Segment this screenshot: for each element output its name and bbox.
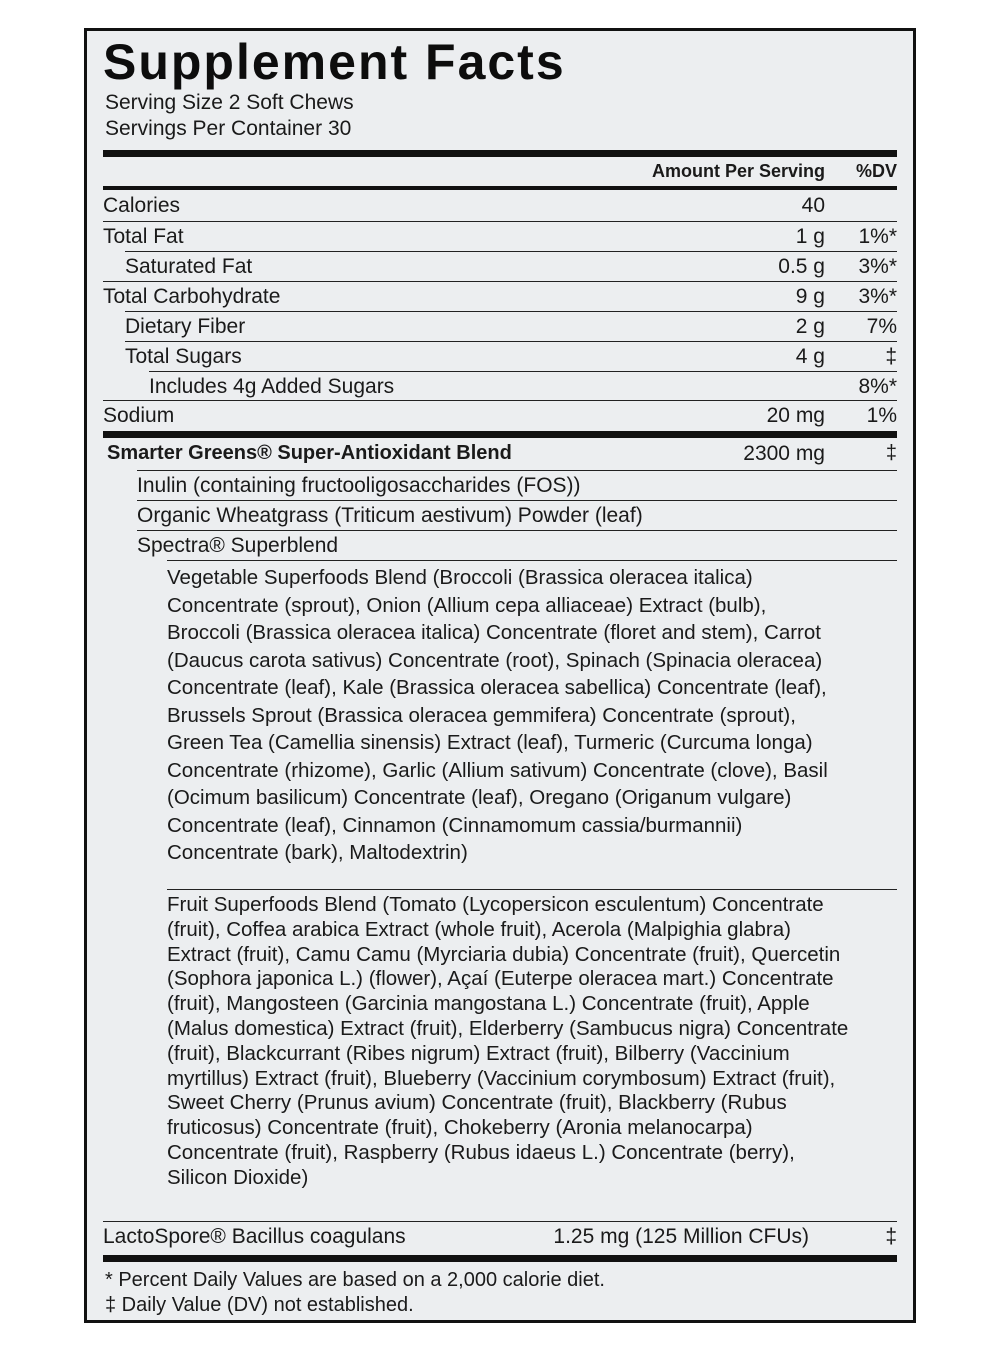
servings-per-container: Servings Per Container 30 xyxy=(105,117,352,140)
amount-per-serving-header: Amount Per Serving xyxy=(651,161,825,181)
nutrient-row-sodium xyxy=(103,400,897,430)
dv-header: %DV xyxy=(855,161,897,181)
nutrient-dv: 1%* xyxy=(858,225,897,248)
blend-item-label: Inulin (containing fructooligosaccharides (FOS)) xyxy=(137,474,581,497)
nutrient-label: Total Carbohydrate xyxy=(103,285,281,308)
nutrient-row-dietary-fiber xyxy=(125,311,897,341)
thick-divider xyxy=(103,1255,897,1262)
panel-title: Supplement Facts xyxy=(103,34,566,90)
lactospore-label: LactoSpore® Bacillus coagulans xyxy=(103,1225,406,1248)
nutrient-row-total-carbohydrate xyxy=(103,281,897,311)
nutrient-label: Includes 4g Added Sugars xyxy=(149,375,395,398)
nutrient-dv: 3%* xyxy=(858,255,897,278)
blend-dv: ‡ xyxy=(885,442,897,464)
blend-item-spectra xyxy=(137,530,897,560)
vegetable-blend-text: Vegetable Superfoods Blend (Broccoli (Brassica oleracea italica) Concentrate (sprout), Onion (Allium cepa alliaceae) Extract (bulb), Broccoli (Brassica oleracea italica) Concentrate (floret and stem), Carrot (Daucus carota sativus) Concentrate (root), Spinach (Spinacia oleracea) Concentrate (leaf), Kale (Brassica oleracea sabellica) Concentrate (leaf), Brussels Sprout (Brassica oleracea gemmifera) Concentrate (sprout), Green Tea (Camellia sinensis) Extract (leaf), Turmeric (Curcuma longa) Concentrate (rhizome), Garlic (Allium sativum) Concentrate (clove), Basil (Ocimum basilicum) Concentrate (leaf), Oregano (Origanum vulgare) Concentrate (leaf), Cinnamon (Cinnamomum cassia/burmannii) Concentrate (bark), Maltodextrin) xyxy=(167,566,828,864)
blend-row xyxy=(107,439,897,468)
fruit-blend-section xyxy=(167,889,897,1220)
vegetable-blend-section xyxy=(167,560,897,889)
nutrient-amount: 1 g xyxy=(795,225,825,248)
thick-divider xyxy=(103,431,897,438)
nutrient-row-added-sugars xyxy=(149,371,897,401)
nutrient-amount: 2 g xyxy=(795,315,825,338)
blend-item-inulin xyxy=(137,470,897,500)
blend-amount: 2300 mg xyxy=(743,442,825,465)
nutrient-dv: 7% xyxy=(866,315,897,338)
nutrient-label: Total Fat xyxy=(103,225,184,248)
nutrient-dv: 8%* xyxy=(858,375,897,398)
footnote-not-established: ‡ Daily Value (DV) not established. xyxy=(105,1294,414,1316)
footnote-dv: * Percent Daily Values are based on a 2,000 calorie diet. xyxy=(105,1269,605,1291)
fruit-blend-text: Fruit Superfoods Blend (Tomato (Lycopersicon esculentum) Concentrate (fruit), Coffea arabica Extract (whole fruit), Acerola (Malpighia glabra) Extract (fruit), Camu Camu (Myrciaria dubia) Concentrate (fruit), Quercetin (Sophora japonica L.) (flower), Açaí (Euterpe oleracea mart.) Concentrate (fruit), Mangosteen (Garcinia mangostana L.) Concentrate (fruit), Apple (Malus domestica) Extract (fruit), Elderberry (Sambucus nigra) Concentrate (fruit), Blackcurrant (Ribes nigrum) Extract (fruit), Bilberry (Vaccinium myrtillus) Extract (fruit), Blueberry (Vaccinium corymbosum) Extract (fruit), Sweet Cherry (Prunus avium) Concentrate (fruit), Blackberry (Rubus fruticosus) Concentrate (fruit), Chokeberry (Aronia melanocarpa) Concentrate (fruit), Raspberry (Rubus idaeus L.) Concentrate (berry), Silicon Dioxide) xyxy=(167,893,849,1189)
nutrient-dv: ‡ xyxy=(885,345,897,368)
nutrient-amount: 40 xyxy=(801,194,825,217)
nutrient-label: Total Sugars xyxy=(125,345,242,368)
nutrient-row-total-fat xyxy=(103,221,897,251)
nutrient-row-total-sugars xyxy=(125,341,897,371)
header-divider xyxy=(103,186,897,190)
nutrient-label: Dietary Fiber xyxy=(125,315,246,338)
blend-label: Smarter Greens® Super-Antioxidant Blend xyxy=(107,442,512,464)
nutrient-amount: 20 mg xyxy=(766,404,825,427)
supplement-facts-panel xyxy=(84,28,916,1323)
lactospore-dv: ‡ xyxy=(885,1225,897,1248)
nutrient-row-saturated-fat xyxy=(125,251,897,281)
blend-item-wheatgrass xyxy=(137,500,897,530)
nutrient-dv: 3%* xyxy=(858,285,897,308)
blend-item-label: Organic Wheatgrass (Triticum aestivum) Powder (leaf) xyxy=(137,504,643,527)
nutrient-dv: 1% xyxy=(866,404,897,427)
nutrient-label: Saturated Fat xyxy=(125,255,253,278)
nutrient-row-calories xyxy=(103,191,897,220)
nutrient-amount: 0.5 g xyxy=(778,255,825,278)
nutrient-label: Calories xyxy=(103,194,181,217)
serving-size: Serving Size 2 Soft Chews xyxy=(105,91,354,114)
thick-divider xyxy=(103,150,897,157)
nutrient-amount: 9 g xyxy=(795,285,825,308)
nutrient-amount: 4 g xyxy=(795,345,825,368)
blend-item-label: Spectra® Superblend xyxy=(137,534,339,557)
nutrient-label: Sodium xyxy=(103,404,175,427)
lactospore-row xyxy=(103,1221,897,1254)
lactospore-amount: 1.25 mg (125 Million CFUs) xyxy=(553,1225,809,1248)
